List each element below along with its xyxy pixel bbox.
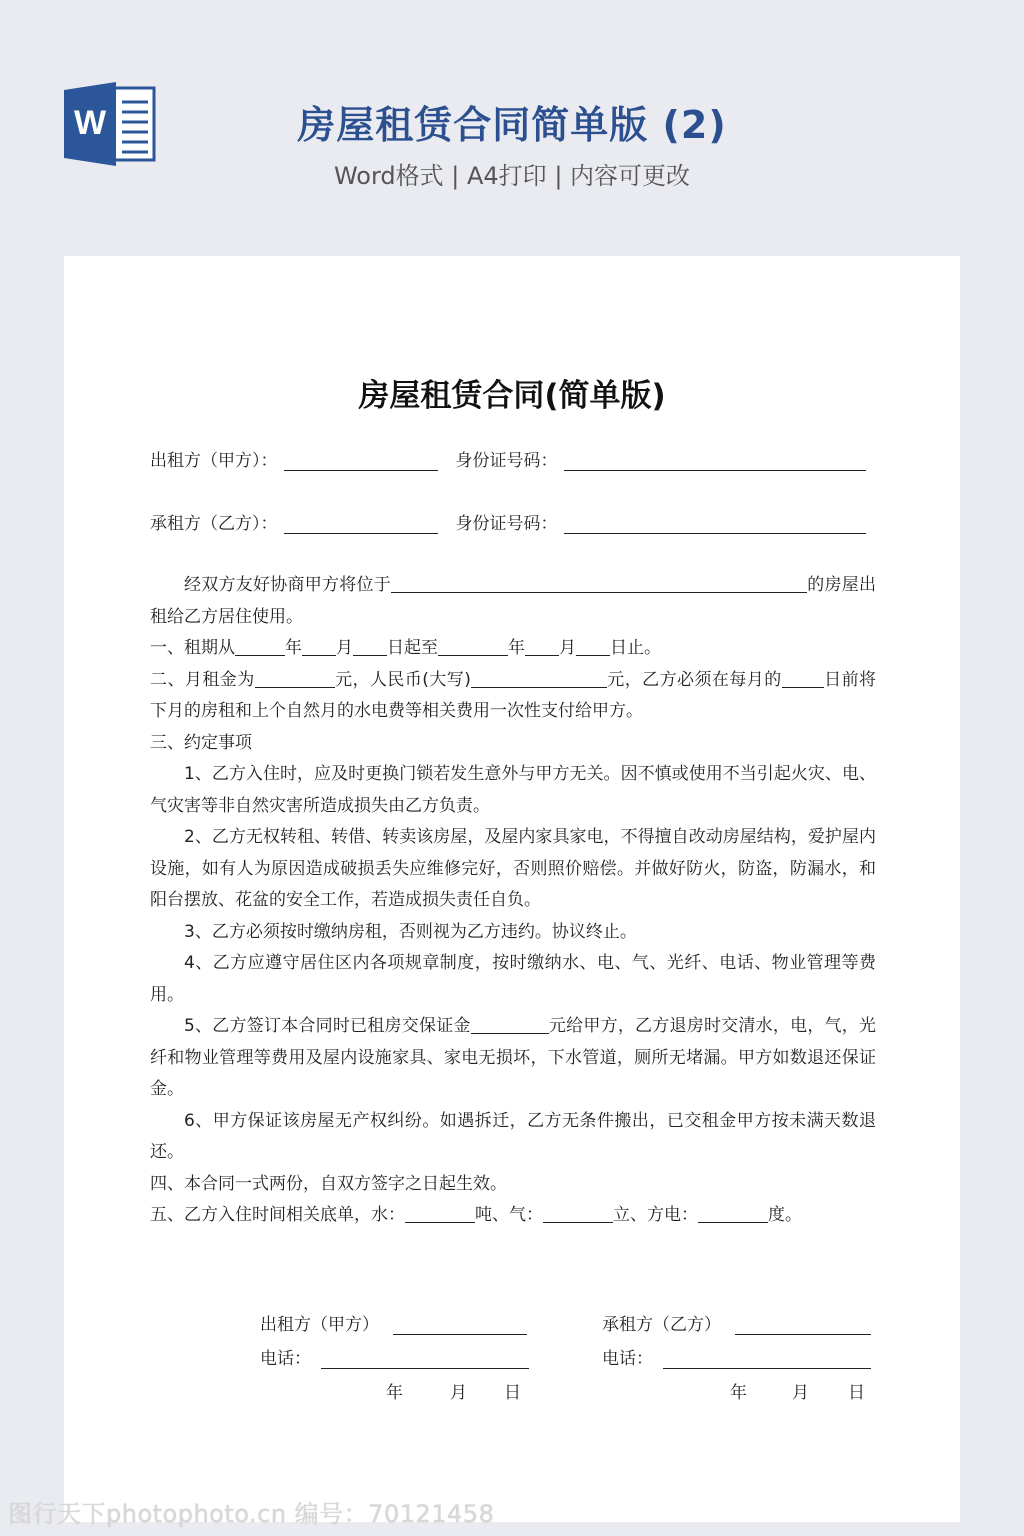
sig-lessor-field[interactable] <box>393 1316 527 1335</box>
lessor-label: 出租方（甲方）： <box>150 451 278 471</box>
lessee-label: 承租方（乙方）： <box>150 514 278 534</box>
term-paragraph <box>150 633 876 665</box>
end-month-field[interactable] <box>525 638 559 656</box>
phone-lessor-label: 电话： <box>260 1349 311 1369</box>
start-month-field[interactable] <box>302 638 336 656</box>
phone-lessee-label: 电话： <box>602 1349 653 1369</box>
section-5-end: 度。 <box>768 1205 802 1225</box>
section-3-heading: 三、约定事项 <box>150 732 252 753</box>
rent-text: 二、月租金为 <box>150 669 255 690</box>
term-year: 年 <box>285 638 302 658</box>
lessor-name-field[interactable] <box>284 452 438 471</box>
term-year-2: 年 <box>508 638 525 658</box>
lessee-row <box>150 509 866 534</box>
term-until: 日起至 <box>387 638 438 658</box>
address-field[interactable] <box>391 575 807 593</box>
intro-paragraph <box>150 570 876 633</box>
section-5-water: 五、乙方入住时间相关底单，水： <box>150 1205 405 1225</box>
item-6: 6、甲方保证该房屋无产权纠纷。如遇拆迁，乙方无条件搬出，已交租金甲方按未满天数退还。 <box>150 1110 876 1162</box>
electricity-field[interactable] <box>698 1205 768 1223</box>
header-title: 房屋租赁合同简单版 (2) <box>297 103 727 147</box>
lessee-name-field[interactable] <box>284 515 438 534</box>
item-5-text-b: 元给甲方，乙方退房时交清水，电，气，光纤和物业管理等费用及屋内设施家具、家电无损坏，下水管道，厕所无堵漏。甲方如数退还保证金。 <box>150 1016 876 1099</box>
item-5-text-a: 5、乙方签订本合同时已租房交保证金 <box>184 1016 471 1036</box>
sig-lessor-row <box>260 1310 527 1335</box>
gas-field[interactable] <box>543 1205 613 1223</box>
sig-lessor-label: 出租方（甲方） <box>260 1315 379 1335</box>
item-4: 4、乙方应遵守居住区内各项规章制度，按时缴纳水、电、气、光纤、电话、物业管理等费用。 <box>150 953 876 1005</box>
term-text: 一、租期从 <box>150 638 235 658</box>
water-field[interactable] <box>405 1205 475 1223</box>
lessee-id-label: 身份证号码： <box>455 514 558 534</box>
section-4: 四、本合同一式两份，自双方签字之日起生效。 <box>150 1173 507 1194</box>
term-end: 日止。 <box>610 638 661 658</box>
sig-lessee-row <box>602 1310 871 1335</box>
start-day-field[interactable] <box>353 638 387 656</box>
phone-lessor-row <box>260 1344 529 1369</box>
watermark: 图行天下photophoto.cn 编号：70121458 <box>8 1500 495 1528</box>
item-1: 1、乙方入住时，应及时更换门锁若发生意外与甲方无关。因不慎或使用不当引起火灾、电、气灾害等非自然灾害所造成损失由乙方负责。 <box>150 764 876 816</box>
term-month-2: 月 <box>559 638 576 658</box>
rent-capital-field[interactable] <box>471 670 607 688</box>
phone-lessor-field[interactable] <box>321 1350 529 1369</box>
date-month-lessor: 月 <box>450 1383 467 1403</box>
contract-body <box>150 570 876 1232</box>
svg-text:W: W <box>73 104 107 142</box>
date-month-lessee: 月 <box>792 1383 809 1403</box>
section-5-gas: 吨、气： <box>475 1205 543 1225</box>
date-year-lessor: 年 <box>386 1383 403 1403</box>
start-year-field[interactable] <box>235 638 285 656</box>
term-month: 月 <box>336 638 353 658</box>
phone-lessee-field[interactable] <box>663 1350 871 1369</box>
end-year-field[interactable] <box>438 638 508 656</box>
date-year-lessee: 年 <box>730 1383 747 1403</box>
deposit-field[interactable] <box>471 1016 549 1034</box>
rent-text-end: 日前将下月的房租和上个自然月的水电费等相关费用一次性支付给甲方。 <box>150 669 877 721</box>
item-3: 3、乙方必须按时缴纳房租，否则视为乙方违约。协议终止。 <box>184 921 637 942</box>
item-2: 2、乙方无权转租、转借、转卖该房屋，及屋内家具家电，不得擅自改动房屋结构，爱护屋内设施，如有人为原因造成破损丢失应维修完好，否则照价赔偿。并做好防火，防盗，防漏水，和阳台摆放、花盆的安全工作，若造成损失责任自负。 <box>150 827 876 910</box>
phone-lessee-row <box>602 1344 871 1369</box>
header-subtitle: Word格式 | A4打印 | 内容可更改 <box>333 162 691 190</box>
section-5 <box>150 1200 876 1232</box>
intro-text-b: 的房屋出租给乙方居住使用。 <box>150 575 876 627</box>
sig-lessee-label: 承租方（乙方） <box>602 1315 721 1335</box>
sig-lessee-field[interactable] <box>735 1316 871 1335</box>
intro-text-a: 经双方友好协商甲方将位于 <box>184 575 391 595</box>
rent-amount-field[interactable] <box>255 670 335 688</box>
rent-text-due: 元，乙方必须在每月的 <box>606 669 782 690</box>
lessor-row <box>150 446 866 471</box>
rent-text-capital: 元，人民币(大写) <box>334 669 471 690</box>
item-5 <box>150 1011 876 1106</box>
end-day-field[interactable] <box>576 638 610 656</box>
section-5-elec: 立、方电： <box>613 1205 698 1225</box>
rent-paragraph <box>150 665 876 728</box>
due-day-field[interactable] <box>782 670 824 688</box>
date-day-lessee: 日 <box>848 1383 865 1403</box>
document-title: 房屋租赁合同(简单版) <box>358 378 666 414</box>
document-page <box>64 256 960 1522</box>
lessee-id-field[interactable] <box>564 515 866 534</box>
date-day-lessor: 日 <box>504 1383 521 1403</box>
lessor-id-field[interactable] <box>564 452 866 471</box>
lessor-id-label: 身份证号码： <box>455 451 558 471</box>
header <box>0 0 1024 250</box>
